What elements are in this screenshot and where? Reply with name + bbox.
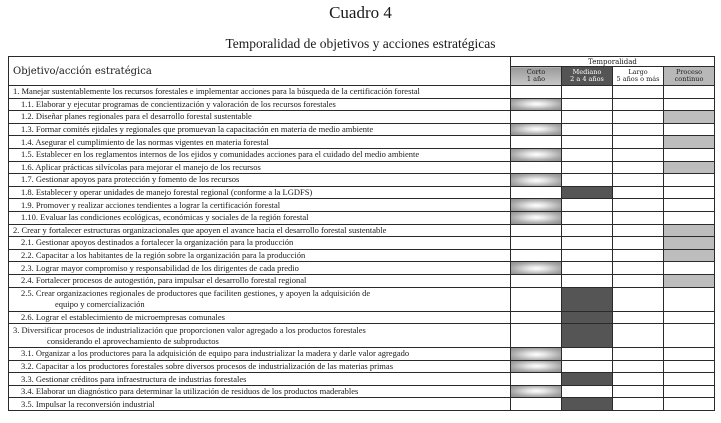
column-header-line2: 5 años o más	[616, 75, 660, 83]
action-label	[9, 136, 511, 149]
objective-label	[9, 224, 511, 237]
timeframe-cell-short	[511, 224, 562, 237]
timeframe-cell-long	[613, 311, 664, 324]
timeframe-mark-short	[511, 360, 562, 373]
objective-row	[9, 324, 715, 348]
timeframe-mark-cont	[664, 249, 715, 262]
timeframe-cell-medium	[562, 86, 613, 99]
timeframe-cell-cont	[664, 385, 715, 398]
timeframe-cell-medium	[562, 123, 613, 136]
timeframe-cell-long	[613, 324, 664, 348]
row-text: 1.7. Gestionar apoyos para protección y fomento de los recursos	[21, 174, 240, 185]
action-row	[9, 398, 715, 411]
timeframe-cell-short	[511, 287, 562, 311]
column-header-line1: Largo	[628, 68, 648, 76]
row-text: 1.6. Aplicar prácticas silvícolas para mejorar el manejo de los recursos	[21, 161, 261, 172]
timeframe-cell-cont	[664, 373, 715, 386]
action-row	[9, 174, 715, 187]
timeframe-cell-short	[511, 86, 562, 99]
timeframe-mark-cont	[664, 237, 715, 250]
timeframe-cell-cont	[664, 174, 715, 187]
action-row	[9, 186, 715, 199]
timeframe-cell-medium	[562, 237, 613, 250]
action-label	[9, 348, 511, 361]
timeframe-mark-short	[511, 98, 562, 111]
timeframe-cell-long	[613, 249, 664, 262]
row-text: 1. Manejar sustentablemente los recursos forestales e implementar acciones para la búsqueda de la certificación forestal	[13, 86, 420, 97]
timeframe-mark-short	[511, 123, 562, 136]
action-row	[9, 111, 715, 124]
timeframe-cell-cont	[664, 86, 715, 99]
timeframe-cell-short	[511, 274, 562, 287]
row-text: 1.5. Establecer en los reglamentos internos de los ejidos y comunidades acciones para el cuidado del medio ambiente	[21, 149, 420, 160]
timeframe-mark-medium	[562, 311, 613, 324]
action-row	[9, 249, 715, 262]
objective-row	[9, 86, 715, 99]
column-header-cont	[664, 67, 715, 86]
row-text: 3.1. Organizar a los productores para la adquisición de equipo para industrializar la madera y darle valor agregado	[21, 348, 410, 359]
action-row	[9, 136, 715, 149]
timeframe-mark-cont	[664, 274, 715, 287]
column-header-line2: continuo	[674, 75, 704, 83]
action-label	[9, 174, 511, 187]
timeframe-cell-short	[511, 111, 562, 124]
timeframe-cell-long	[613, 385, 664, 398]
timeframe-cell-cont	[664, 360, 715, 373]
timeframe-cell-medium	[562, 98, 613, 111]
timeframe-cell-medium	[562, 199, 613, 212]
timeframe-cell-cont	[664, 287, 715, 311]
row-text-continuation: considerando el aprovechamiento de subproductos	[47, 335, 219, 346]
row-text: 1.10. Evaluar las condiciones ecológicas, económicas y sociales de la región forestal	[21, 212, 309, 223]
timeframe-mark-medium	[562, 186, 613, 199]
action-label	[9, 161, 511, 174]
objective-column-header: Objetivo/acción estratégica	[9, 57, 511, 86]
objective-row	[9, 224, 715, 237]
action-row	[9, 199, 715, 212]
timeframe-cell-long	[613, 373, 664, 386]
action-row	[9, 348, 715, 361]
timeframe-cell-long	[613, 161, 664, 174]
timeframe-mark-cont	[664, 161, 715, 174]
action-label	[9, 123, 511, 136]
timeframe-cell-long	[613, 199, 664, 212]
action-row	[9, 385, 715, 398]
action-row	[9, 287, 715, 311]
objective-label	[9, 324, 511, 348]
row-text: 1.3. Formar comités ejidales y regionales que promuevan la capacitación en materia de medio ambiente	[21, 124, 374, 135]
row-text: 3. Diversificar procesos de industrialización que proporcionen valor agregado a los productos forestales	[13, 324, 366, 335]
timeframe-cell-medium	[562, 161, 613, 174]
action-label	[9, 398, 511, 411]
timeframe-cell-medium	[562, 274, 613, 287]
timeframe-cell-cont	[664, 348, 715, 361]
timeframe-cell-cont	[664, 262, 715, 275]
timeframe-cell-medium	[562, 174, 613, 187]
timeframe-mark-cont	[664, 111, 715, 124]
action-label	[9, 237, 511, 250]
action-row	[9, 373, 715, 386]
action-row	[9, 211, 715, 224]
column-header-line2: 1 año	[526, 75, 546, 83]
row-text: 2. Crear y fortalecer estructuras organizacionales que apoyen el avance hacia el desarrollo forestal sustentable	[13, 224, 387, 235]
timeframe-cell-short	[511, 237, 562, 250]
timeframe-mark-short	[511, 262, 562, 275]
action-label	[9, 373, 511, 386]
timeframe-cell-medium	[562, 224, 613, 237]
timeframe-mark-medium	[562, 373, 613, 386]
timeframe-cell-medium	[562, 360, 613, 373]
timeframe-cell-medium	[562, 262, 613, 275]
temporality-table	[8, 56, 715, 411]
timeframe-cell-long	[613, 287, 664, 311]
action-label	[9, 385, 511, 398]
timeframe-cell-short	[511, 311, 562, 324]
timeframe-cell-short	[511, 324, 562, 348]
timeframe-cell-medium	[562, 136, 613, 149]
timeframe-cell-cont	[664, 398, 715, 411]
action-label	[9, 360, 511, 373]
row-text: 1.8. Establecer y operar unidades de manejo forestal regional (conforme a la LGDFS)	[21, 187, 313, 198]
timeframe-cell-long	[613, 136, 664, 149]
row-text: 3.4. Elaborar un diagnóstico para determinar la utilización de residuos de los productos maderables	[21, 386, 359, 397]
timeframe-mark-short	[511, 174, 562, 187]
timeframe-cell-short	[511, 136, 562, 149]
timeframe-cell-cont	[664, 148, 715, 161]
timeframe-mark-medium	[562, 324, 613, 348]
timeframe-cell-long	[613, 86, 664, 99]
timeframe-mark-short	[511, 385, 562, 398]
action-label	[9, 98, 511, 111]
timeframe-cell-medium	[562, 111, 613, 124]
row-text: 3.3. Gestionar créditos para infraestructura de industrias forestales	[21, 373, 247, 384]
timeframe-cell-long	[613, 111, 664, 124]
action-row	[9, 262, 715, 275]
action-label	[9, 287, 511, 311]
timeframe-mark-medium	[562, 287, 613, 311]
timeframe-mark-cont	[664, 224, 715, 237]
timeframe-cell-short	[511, 398, 562, 411]
column-header-long	[613, 67, 664, 86]
action-label	[9, 199, 511, 212]
action-row	[9, 161, 715, 174]
timeframe-cell-medium	[562, 385, 613, 398]
table-caption-number: Cuadro 4	[329, 3, 392, 22]
row-text: 2.1. Gestionar apoyos destinados a fortalecer la organización para la producción	[21, 237, 294, 248]
temporality-group-header: Temporalidad	[511, 57, 715, 67]
timeframe-cell-cont	[664, 123, 715, 136]
timeframe-cell-cont	[664, 211, 715, 224]
timeframe-cell-short	[511, 373, 562, 386]
timeframe-cell-medium	[562, 148, 613, 161]
timeframe-cell-cont	[664, 186, 715, 199]
timeframe-cell-medium	[562, 348, 613, 361]
column-header-line1: Corto	[526, 68, 546, 76]
action-label	[9, 249, 511, 262]
timeframe-cell-medium	[562, 249, 613, 262]
timeframe-cell-long	[613, 98, 664, 111]
timeframe-mark-short	[511, 199, 562, 212]
timeframe-cell-long	[613, 148, 664, 161]
action-label	[9, 311, 511, 324]
action-row	[9, 274, 715, 287]
row-text: 3.5. Impulsar la reconversión industrial	[21, 398, 155, 409]
row-text: 1.2. Diseñar planes regionales para el desarrollo forestal sustentable	[21, 111, 252, 122]
timeframe-cell-short	[511, 161, 562, 174]
action-row	[9, 237, 715, 250]
timeframe-cell-long	[613, 237, 664, 250]
timeframe-cell-short	[511, 249, 562, 262]
action-label	[9, 211, 511, 224]
timeframe-cell-short	[511, 186, 562, 199]
row-text: 1.4. Asegurar el cumplimiento de las normas vigentes en materia forestal	[21, 136, 269, 147]
column-header-line2: 2 a 4 años	[570, 75, 604, 83]
row-text: 2.2. Capacitar a los habitantes de la región sobre la organización para la producción	[21, 250, 306, 261]
timeframe-cell-long	[613, 360, 664, 373]
table-title: Temporalidad de objetivos y acciones estratégicas	[225, 36, 496, 51]
timeframe-mark-short	[511, 148, 562, 161]
row-text: 2.4. Fortalecer procesos de autogestión, para impulsar el desarrollo forestal regional	[21, 275, 307, 286]
action-label	[9, 186, 511, 199]
row-text-continuation: equipo y comercialización	[55, 299, 145, 309]
action-label	[9, 148, 511, 161]
timeframe-cell-cont	[664, 199, 715, 212]
action-label	[9, 262, 511, 275]
action-label	[9, 274, 511, 287]
row-text: 2.6. Lograr el establecimiento de microempresas comunales	[21, 311, 225, 322]
timeframe-cell-long	[613, 123, 664, 136]
timeframe-mark-cont	[664, 136, 715, 149]
column-header-medium	[562, 67, 613, 86]
column-header-line1: Proceso	[675, 68, 703, 76]
timeframe-cell-long	[613, 348, 664, 361]
action-row	[9, 311, 715, 324]
timeframe-cell-long	[613, 211, 664, 224]
timeframe-cell-cont	[664, 98, 715, 111]
action-label	[9, 111, 511, 124]
timeframe-cell-medium	[562, 211, 613, 224]
action-row	[9, 123, 715, 136]
action-row	[9, 360, 715, 373]
action-row	[9, 148, 715, 161]
row-text: 2.5. Crear organizaciones regionales de productores que faciliten gestiones, y apoyen la adquisición de	[21, 288, 371, 298]
timeframe-cell-long	[613, 224, 664, 237]
timeframe-cell-long	[613, 398, 664, 411]
timeframe-cell-long	[613, 262, 664, 275]
timeframe-mark-short	[511, 211, 562, 224]
row-text: 1.9. Promover y realizar acciones tendientes a lograr la certificación forestal	[21, 199, 281, 210]
timeframe-mark-short	[511, 348, 562, 361]
timeframe-cell-long	[613, 274, 664, 287]
row-text: 3.2. Capacitar a los productores forestales sobre diversos procesos de industrialización de las materias primas	[21, 360, 393, 371]
timeframe-cell-long	[613, 174, 664, 187]
column-header-short	[511, 67, 562, 86]
timeframe-cell-long	[613, 186, 664, 199]
timeframe-cell-cont	[664, 324, 715, 348]
objective-label	[9, 86, 511, 99]
row-text: 1.1. Elaborar y ejecutar programas de concientización y valoración de los recursos forestales	[21, 98, 336, 109]
column-header-line1: Mediano	[572, 68, 602, 76]
timeframe-mark-medium	[562, 398, 613, 411]
row-text: 2.3. Lograr mayor compromiso y responsabilidad de los dirigentes de cada predio	[21, 262, 299, 273]
action-row	[9, 98, 715, 111]
timeframe-cell-cont	[664, 311, 715, 324]
